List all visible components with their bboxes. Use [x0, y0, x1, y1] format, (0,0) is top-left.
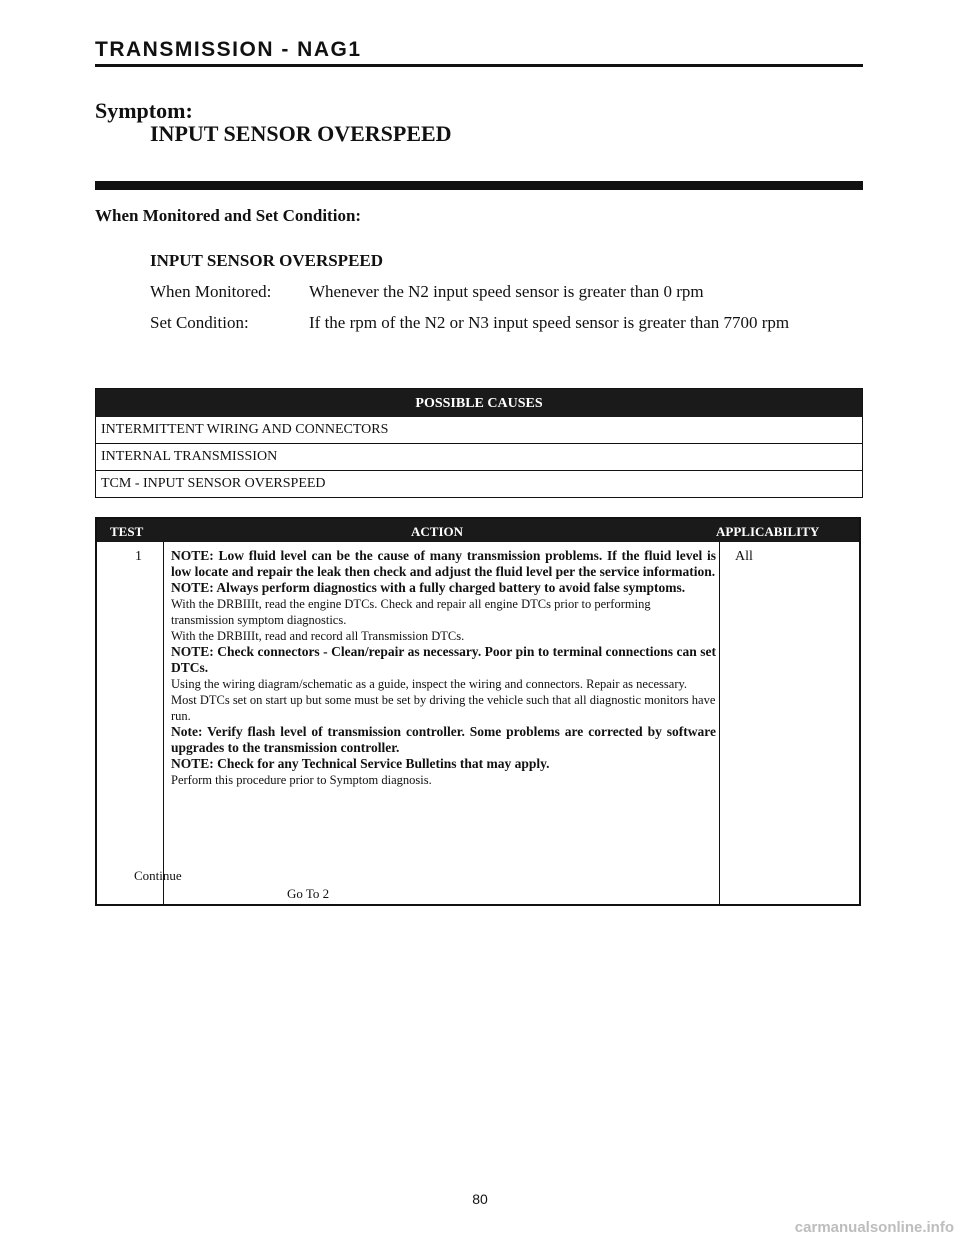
test-column-header: TEST: [110, 524, 144, 539]
when-monitored-label: When Monitored:: [150, 282, 272, 301]
cause-item: TCM - INPUT SENSOR OVERSPEED: [101, 476, 326, 491]
action-note: NOTE: Check for any Technical Service Bulletins that may apply.: [171, 756, 550, 771]
page-number: 80: [472, 1191, 488, 1207]
action-note: NOTE: Check connectors - Clean/repair as necessary. Poor pin to terminal connections can set DTCs.: [171, 644, 716, 675]
cause-item: INTERMITTENT WIRING AND CONNECTORS: [96, 417, 862, 444]
set-condition-row: [150, 313, 789, 333]
action-step: Perform this procedure prior to Symptom diagnosis.: [171, 773, 432, 787]
when-monitored-row: [150, 282, 704, 302]
when-monitored-subtitle: INPUT SENSOR OVERSPEED: [150, 251, 384, 270]
symptom-label: Symptom:: [95, 98, 193, 123]
action-step: With the DRBIIIt, read and record all Transmission DTCs.: [171, 629, 465, 643]
column-divider: [719, 542, 720, 904]
test-number: 1: [135, 549, 142, 564]
possible-causes-header: POSSIBLE CAUSES: [96, 389, 862, 417]
action-cell: [171, 548, 716, 788]
test-table: [95, 517, 861, 906]
test-table-header: [97, 519, 859, 542]
symptom-title: INPUT SENSOR OVERSPEED: [150, 121, 452, 146]
action-step: With the DRBIIIt, read the engine DTCs. Check and repair all engine DTCs prior to performing transmission symptom diagnostics.: [171, 597, 651, 627]
action-step: Using the wiring diagram/schematic as a guide, inspect the wiring and connectors. Repair as necessary.: [171, 677, 688, 691]
column-divider: [163, 542, 164, 904]
action-note: NOTE: Low fluid level can be the cause of many transmission problems. If the fluid level is low locate and repair the leak then check and adjust the fluid level per the service information.: [171, 548, 716, 579]
possible-causes-table: [95, 388, 863, 498]
action-note: NOTE: Always perform diagnostics with a fully charged battery to avoid false symptoms.: [171, 580, 686, 595]
page-header: TRANSMISSION - NAG1: [95, 38, 863, 67]
set-condition-label: Set Condition:: [150, 313, 249, 332]
section-divider: [95, 181, 863, 190]
watermark: carmanualsonline.info: [794, 1219, 954, 1236]
when-monitored-text: Whenever the N2 input speed sensor is greater than 0 rpm: [309, 282, 704, 301]
action-column-header: ACTION: [411, 524, 464, 539]
applicability-value: All: [735, 549, 753, 564]
when-monitored-heading: When Monitored and Set Condition:: [95, 206, 362, 225]
applicability-column-header: APPLICABILITY: [716, 524, 820, 539]
goto-label: Go To 2: [287, 886, 330, 901]
action-note: Note: Verify flash level of transmission controller. Some problems are corrected by software upgrades to the transmission controller.: [171, 724, 716, 755]
continue-label: Continue: [134, 868, 182, 883]
action-step: Most DTCs set on start up but some must be set by driving the vehicle such that all diagnostic monitors have run.: [171, 693, 716, 723]
set-condition-text: If the rpm of the N2 or N3 input speed sensor is greater than 7700 rpm: [309, 313, 790, 332]
cause-item: INTERNAL TRANSMISSION: [96, 444, 862, 471]
